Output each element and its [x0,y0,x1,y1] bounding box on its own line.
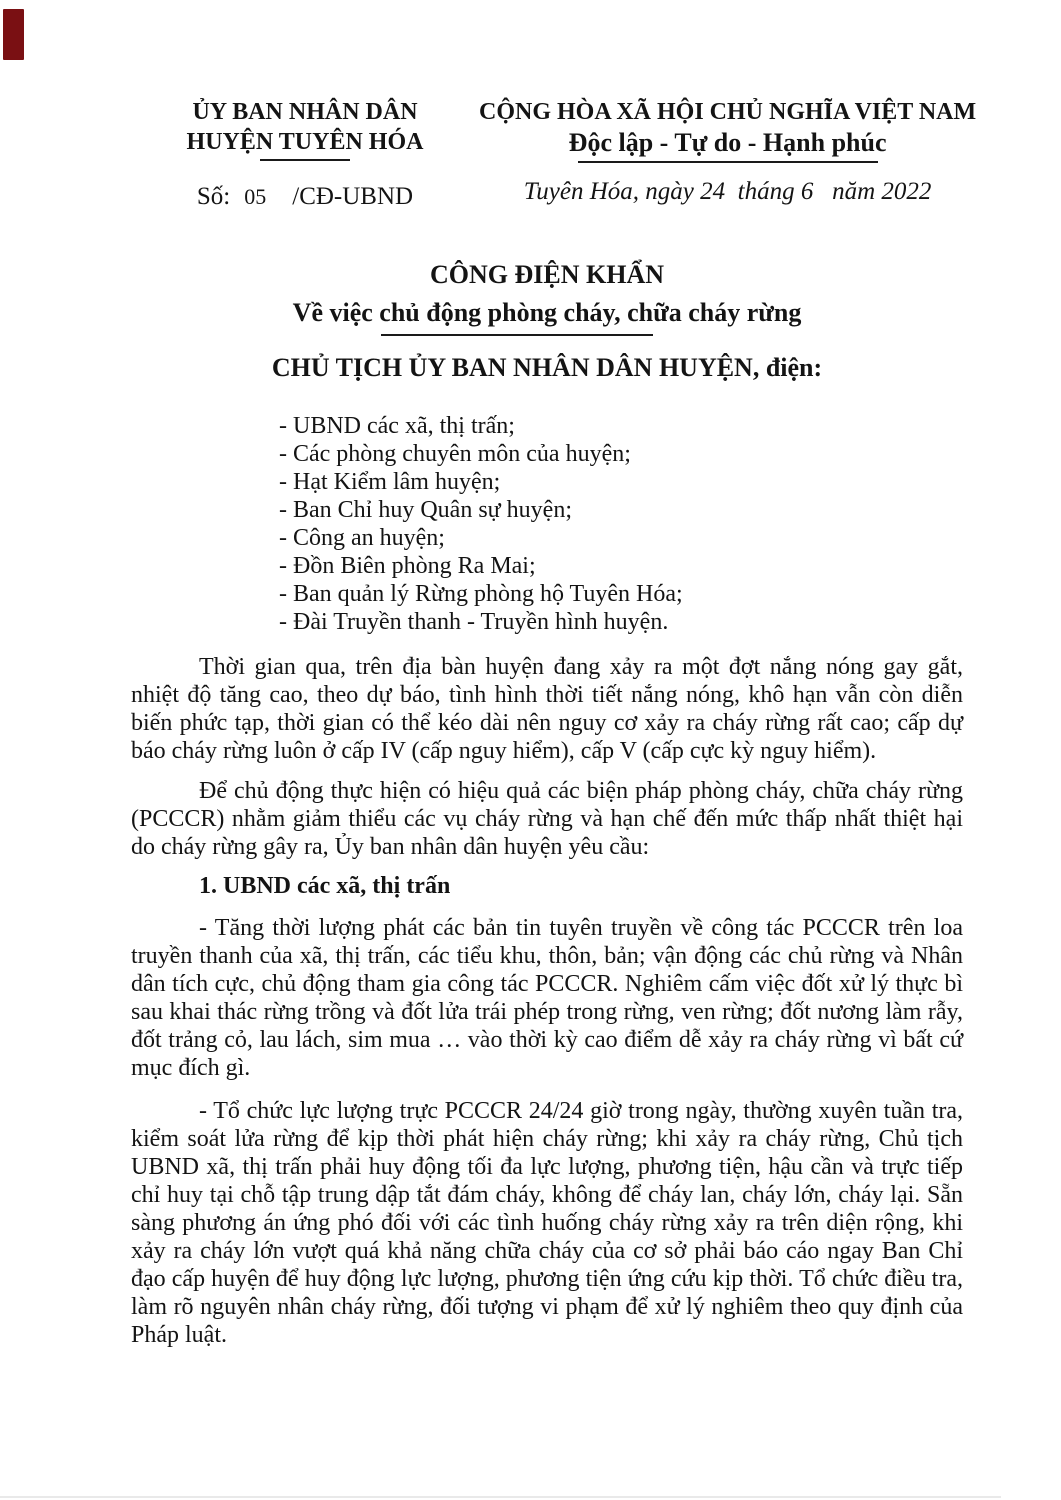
document-number-label: Số: [196,183,231,210]
recipient-item: - Hạt Kiểm lâm huyện; [279,469,501,495]
document-title: CÔNG ĐIỆN KHẨN [429,260,664,289]
authority-district: HUYỆN TUYÊN HÓA [186,129,424,155]
authority-name: ỦY BAN NHÂN DÂN [192,99,418,125]
scan-bottom-edge [0,1496,1001,1498]
body-paragraph-propaganda: - Tăng thời lượng phát các bản tin tuyên truyền về công tác PCCCR trên loa truyền thanh của xã, thị trấn, các tiểu khu, thôn, bản; vận động các chủ rừng và Nhân dân tích cực, chủ động tham gia công tác PCCCR. Nghiêm cấm việc đốt xử lý thực bì sau khai thác rừng trồng và đốt lửa trái phép trong rừng, ven rừng; đốt nương làm rẫy, đốt trảng cỏ, lau lách, sim mua … vào thời kỳ cao điểm dễ xảy ra cháy rừng vì bất cứ mục đích gì. [131,915,963,1081]
recipient-item: - Ban Chỉ huy Quân sự huyện; [279,497,572,523]
recipient-item: - Đồn Biên phòng Ra Mai; [279,553,536,579]
scan-artifact-mark [3,9,24,60]
title-underline [381,334,653,336]
addressee-heading: CHỦ TỊCH ỦY BAN NHÂN DÂN HUYỆN, điện: [271,353,823,382]
document-content [131,0,977,1349]
document-number-value: 05 [244,184,267,209]
national-title: CỘNG HÒA XÃ HỘI CHỦ NGHĨA VIỆT NAM [479,99,977,125]
document-number-suffix: /CĐ-UBND [292,183,414,210]
body-paragraph-patrol: - Tổ chức lực lượng trực PCCCR 24/24 giờ trong ngày, thường xuyên tuần tra, kiểm soát lửa rừng để kịp thời phát hiện cháy rừng; khi xảy ra cháy rừng, Chủ tịch UBND xã, thị trấn phải huy động tối đa lực lượng, phương tiện, hậu cần và trực tiếp chỉ huy tại chỗ tập trung dập tắt đám cháy, không để cháy lan, cháy lớn, cháy lại. Sẵn sàng phương án ứng phó đối với các tình huống cháy rừng xảy ra trên diện rộng, khi xảy ra cháy lớn vượt quá khả năng chữa cháy của cơ sở phải báo cáo ngay Ban Chỉ đạo cấp huyện để huy động lực lượng, phương tiện ứng cứu kịp thời. Tổ chức điều tra, làm rõ nguyên nhân cháy rừng, đối tượng vi phạm để xử lý nghiêm theo quy định của Pháp luật. [131,1098,963,1348]
recipient-item: - Công an huyện; [279,525,445,551]
body-paragraph-purpose: Để chủ động thực hiện có hiệu quả các biện pháp phòng cháy, chữa cháy rừng (PCCCR) nhằm giảm thiểu các vụ cháy rừng và hạn chế đến mức thấp nhất thiệt hại do cháy rừng gây ra, Ủy ban nhân dân huyện yêu cầu: [131,778,963,860]
recipient-item: - Ban quản lý Rừng phòng hộ Tuyên Hóa; [279,581,683,607]
section-1-heading: 1. UBND các xã, thị trấn [199,873,451,899]
recipient-item: - Các phòng chuyên môn của huyện; [279,441,631,467]
document-number-line [131,183,479,211]
body-paragraph-situation: Thời gian qua, trên địa bàn huyện đang xảy ra một đợt nắng nóng gay gắt, nhiệt độ tăng cao, theo dự báo, tình hình thời tiết nắng nóng, khô hạn vẫn còn diễn biến phức tạp, thời gian có thể kéo dài nên nguy cơ xảy ra cháy rừng rất cao; cấp dự báo cháy rừng luôn ở cấp IV (cấp nguy hiểm), cấp V (cấp cực kỳ nguy hiểm). [131,654,963,764]
place-date-line: Tuyên Hóa, ngày 24 tháng 6 năm 2022 [523,178,932,205]
document-subject: Về việc chủ động phòng cháy, chữa cháy rừng [292,298,802,327]
document-title-block [131,259,963,385]
issuing-authority-block [131,97,479,211]
recipient-list [279,412,963,636]
motto-underline [578,161,878,163]
recipient-item: - UBND các xã, thị trấn; [279,413,515,439]
recipient-item: - Đài Truyền thanh - Truyền hình huyện. [279,609,669,635]
document-header [131,97,977,211]
national-motto-block [479,97,976,211]
authority-underline [260,159,350,161]
national-motto: Độc lập - Tự do - Hạnh phúc [568,128,887,157]
